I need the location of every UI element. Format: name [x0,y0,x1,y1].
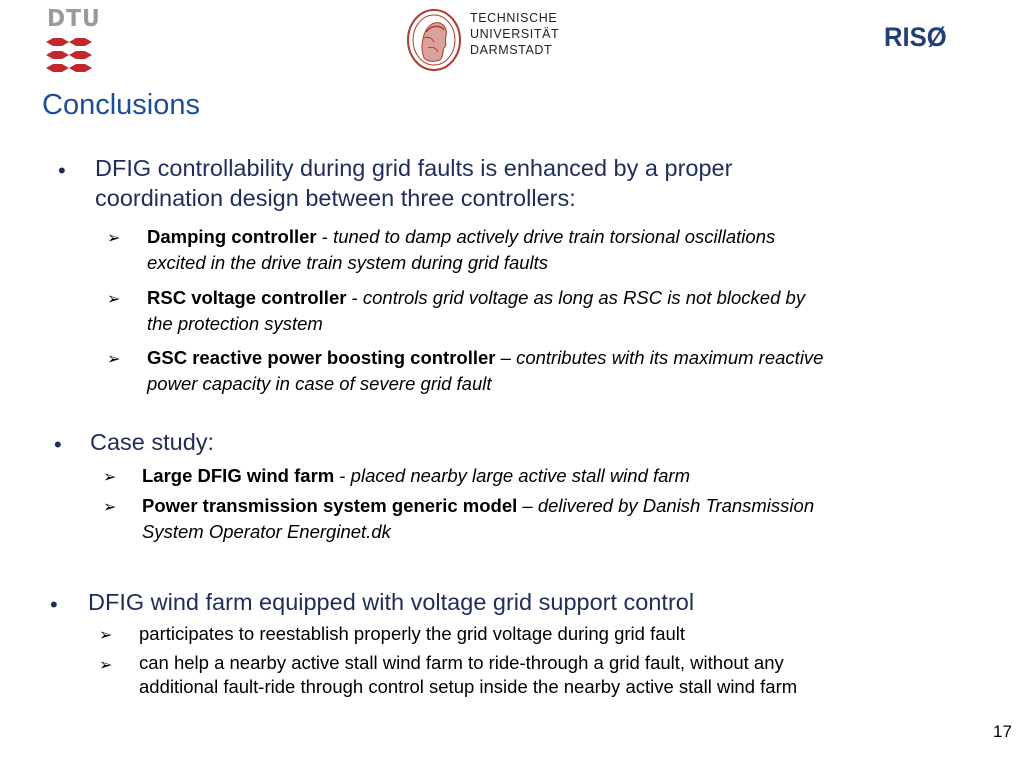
bullet-line: DFIG controllability during grid faults is enhanced by a proper [95,155,733,181]
arrow-bullet-icon: ➢ [107,291,121,308]
sub-bullet-bold: RSC voltage controller [147,287,347,308]
bullet-dot: • [58,158,66,183]
bullet-line: DFIG wind farm equipped with voltage grid support control [88,589,695,615]
tu-name-line: UNIVERSITÄT [470,27,560,41]
bullet-dot: • [54,432,62,457]
bullet-3-text [88,587,694,617]
riso-logo: RISØ [884,22,947,52]
dtu-logo-mark [46,38,92,78]
arrow-bullet-icon: ➢ [99,657,113,674]
sub-bullet-damping [147,224,1007,276]
sub-bullet-bold: Large DFIG wind farm [142,465,335,486]
sub-bullet-bold: Power transmission system generic model [142,495,518,516]
sub-bullet-gsc [147,345,1007,397]
bullet-2-text [90,427,214,457]
sub-bullet-sep: – [495,347,517,368]
arrow-bullet-icon: ➢ [99,627,113,644]
tu-name-line: TECHNISCHE [470,11,558,25]
sub-bullet-italic: System Operator Energinet.dk [142,521,391,542]
sub-bullet-sep: - [346,287,363,308]
sub-bullet-plain: can help a nearby active stall wind farm to ride-through a grid fault, without any [139,652,784,673]
bullet-dot: • [50,592,58,617]
sub-bullet-italic: excited in the drive train system during grid faults [147,252,549,273]
bullet-1-text [95,153,732,213]
sub-bullet-italic: placed nearby large active stall wind farm [350,465,691,486]
tu-darmstadt-name [470,10,559,58]
sub-bullet-bold: Damping controller [147,226,317,247]
sub-bullet-reestablish [139,621,1009,647]
sub-bullet-sep: - [316,226,334,247]
sub-bullet-wind-farm [142,463,1002,489]
arrow-bullet-icon: ➢ [103,469,117,486]
sub-bullet-italic: the protection system [147,313,323,334]
sub-bullet-plain: additional fault-ride through control setup inside the nearby active stall wind farm [139,676,798,697]
sub-bullet-sep: - [334,465,351,486]
dtu-logo-text: DTU [47,6,101,32]
sub-bullet-transmission [142,493,1002,545]
sub-bullet-rsc [147,285,1007,337]
sub-bullet-ride-through [139,651,1009,699]
sub-bullet-plain: participates to reestablish properly the grid voltage during grid fault [139,623,686,644]
sub-bullet-italic: power capacity in case of severe grid fault [147,373,492,394]
sub-bullet-bold: GSC reactive power boosting controller [147,347,496,368]
sub-bullet-italic: tuned to damp actively drive train torsional oscillations [333,226,776,247]
tu-name-line: DARMSTADT [470,43,553,57]
bullet-line: coordination design between three controllers: [95,185,576,211]
arrow-bullet-icon: ➢ [107,351,121,368]
arrow-bullet-icon: ➢ [107,230,121,247]
sub-bullet-sep: – [517,495,538,516]
sub-bullet-italic: delivered by Danish Transmission [537,495,815,516]
page-number: 17 [993,722,1012,741]
bullet-line: Case study: [90,429,215,455]
tu-darmstadt-seal [406,8,462,72]
sub-bullet-italic: controls grid voltage as long as RSC is not blocked by [362,287,806,308]
sub-bullet-italic: contributes with its maximum reactive [516,347,824,368]
slide-title: Conclusions [42,89,200,121]
arrow-bullet-icon: ➢ [103,499,117,516]
